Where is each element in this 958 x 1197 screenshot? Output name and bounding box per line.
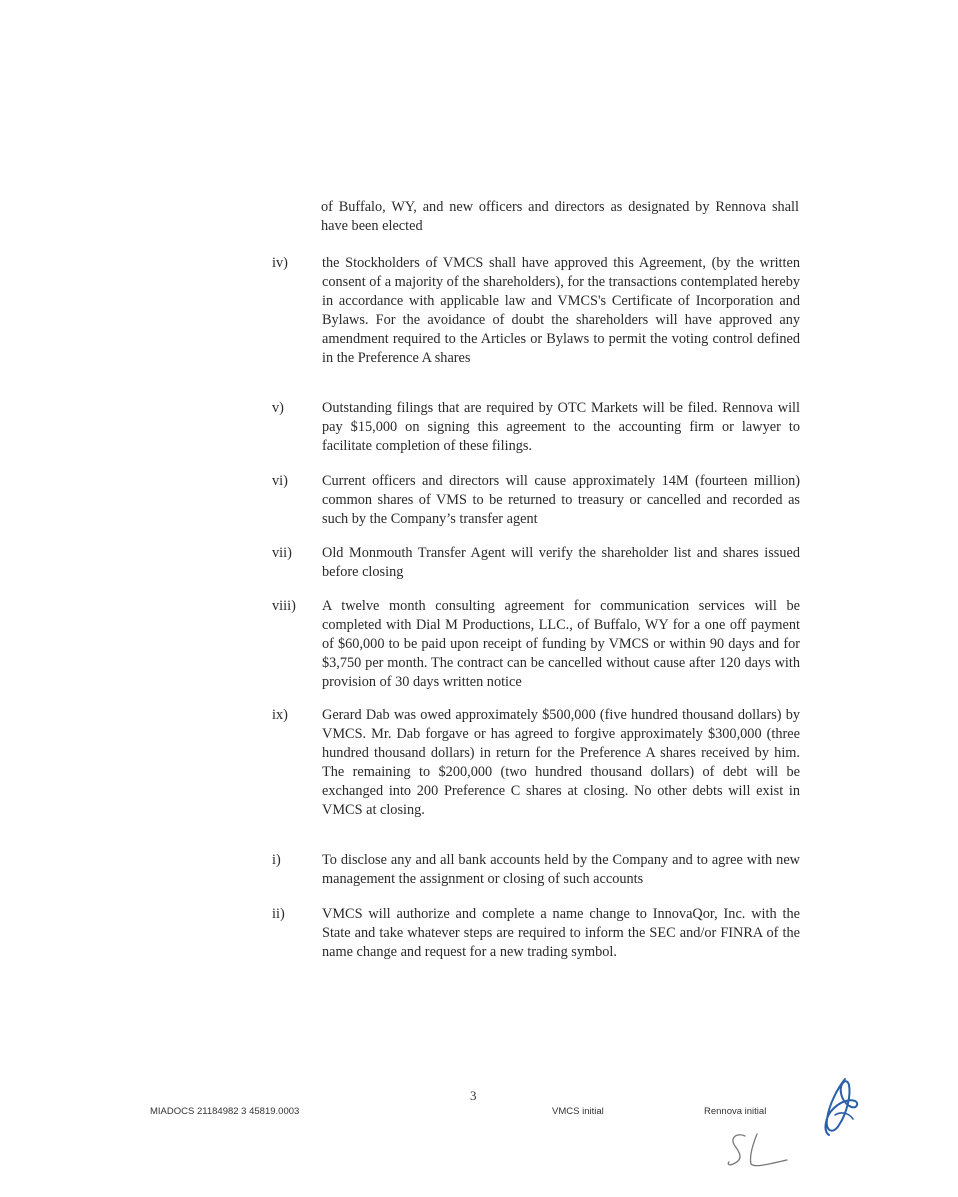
footer-document-id: MIADOCS 21184982 3 45819.0003 <box>150 1106 300 1117</box>
vmcs-initials-signature <box>725 1128 795 1173</box>
vmcs-initial-label: VMCS initial <box>552 1106 604 1117</box>
list-item-number: v) <box>272 400 284 416</box>
list-item-number: iv) <box>272 255 288 271</box>
list-item-number: i) <box>272 852 281 868</box>
list-item-number: vii) <box>272 545 292 561</box>
list-item-text: Outstanding filings that are required by OTC Markets will be filed. Rennova will pay $15,000 on signing this agreement to the accounting firm or lawyer to facilitate completion of these filings. <box>322 400 800 454</box>
list-item-text: VMCS will authorize and complete a name change to InnovaQor, Inc. with the State and take whatever steps are required to inform the SEC and/or FINRA of the name change and request for a new trading symbol. <box>322 906 800 960</box>
list-item-text: To disclose any and all bank accounts held by the Company and to agree with new management the assignment or closing of such accounts <box>322 852 800 887</box>
list-item-text: Old Monmouth Transfer Agent will verify the shareholder list and shares issued before closing <box>322 545 800 580</box>
list-item-text: the Stockholders of VMCS shall have approved this Agreement, (by the written consent of a majority of the shareholders), for the transactions contemplated hereby in accordance with applicable law and VMCS's Certificate of Incorporation and Bylaws. For the avoidance of doubt the shareholders will have approved any amendment required to the Articles or Bylaws to permit the voting control defined in the Preference A shares <box>322 255 800 366</box>
list-item-number: ii) <box>272 906 285 922</box>
list-item-number: vi) <box>272 473 288 489</box>
list-item-number: viii) <box>272 598 296 614</box>
list-item-text: Current officers and directors will cause approximately 14M (fourteen million) common shares of VMS to be returned to treasury or cancelled and recorded as such by the Company’s transfer agent <box>322 473 800 527</box>
list-item-text: A twelve month consulting agreement for communication services will be completed with Dial M Productions, LLC., of Buffalo, WY for a one off payment of $60,000 to be paid upon receipt of funding by VMCS or within 90 days and for $3,750 per month. The contract can be cancelled without cause after 120 days with provision of 30 days written notice <box>322 598 800 690</box>
rennova-signature <box>815 1075 865 1140</box>
list-item-number: ix) <box>272 707 288 723</box>
list-item-text: Gerard Dab was owed approximately $500,000 (five hundred thousand dollars) by VMCS. Mr. Dab forgave or has agreed to forgive approximately $300,000 (three hundred thousand dollars) in return for the Preference A shares received by him. The remaining to $200,000 (two hundred thousand dollars) of debt will be exchanged into 200 Preference C shares at closing. No other debts will exist in VMCS at closing. <box>322 707 800 818</box>
page-number: 3 <box>470 1088 477 1103</box>
continuation-paragraph: of Buffalo, WY, and new officers and directors as designated by Rennova shall have been elected <box>321 199 799 234</box>
rennova-initial-label: Rennova initial <box>704 1106 767 1117</box>
